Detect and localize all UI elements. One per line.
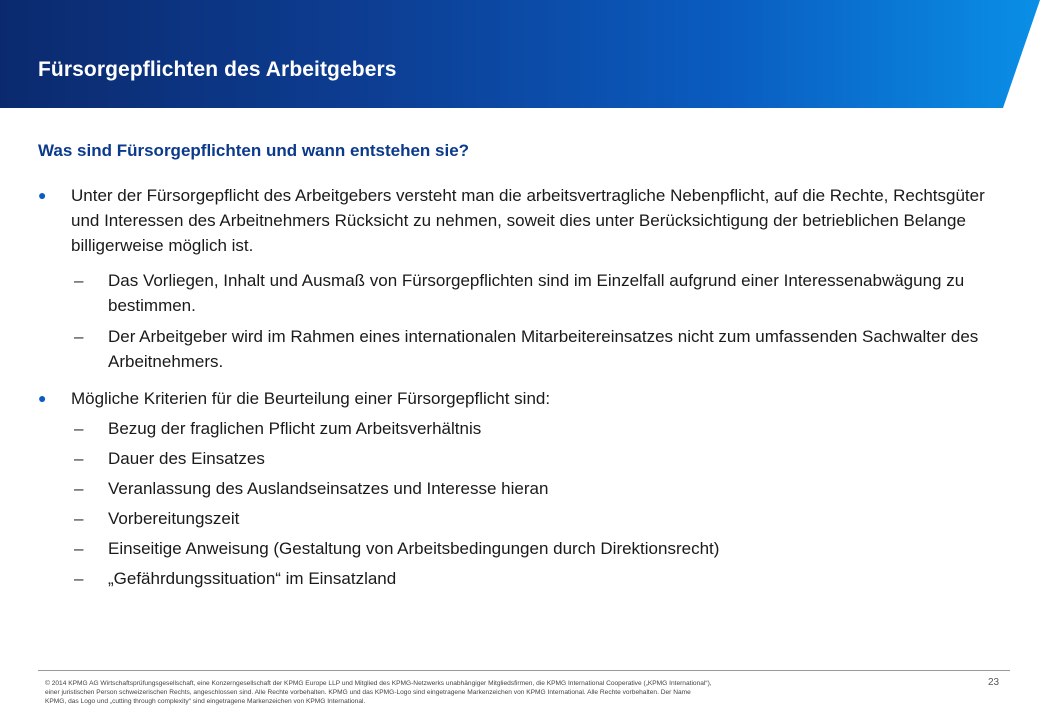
sub-list (38, 268, 988, 374)
sub-item-text: Vorbereitungszeit (108, 509, 240, 528)
footer-line: KPMG, das Logo und „cutting through complexity“ sind eingetragene Markenzeichen von KPMG International. (45, 698, 366, 705)
sub-list (38, 416, 988, 591)
page-title: Fürsorgepflichten des Arbeitgebers (38, 58, 397, 81)
footer-line: © 2014 KPMG AG Wirtschaftsprüfungsgesellschaft, eine Konzerngesellschaft der KPMG Europe LLP und Mitglied des KPMG-Netzwerks unabhängiger Mitgliedsfirmen, die KPMG International Cooperative („KPMG International“), (45, 680, 712, 687)
bullet-item (38, 183, 988, 258)
sub-item (38, 446, 988, 471)
page-number: 23 (988, 677, 1000, 688)
bullet-text: Mögliche Kriterien für die Beurteilung einer Fürsorgepflicht sind: (71, 389, 551, 408)
footer-line: einer juristischen Person schweizerischen Rechts, angeschlossen sind. Alle Rechte vorbehalten. KPMG und das KPMG-Logo sind eingetragene Markenzeichen von KPMG International. Alle Rechte vorbehalten. Der Name (45, 689, 691, 696)
header-band (0, 0, 1040, 108)
dash-icon: – (74, 569, 84, 588)
dash-icon: – (74, 509, 84, 528)
footer-copyright (45, 679, 905, 706)
sub-item-text: Bezug der fraglichen Pflicht zum Arbeitsverhältnis (108, 419, 482, 438)
dash-icon: – (74, 271, 84, 290)
bullet-text: Unter der Fürsorgepflicht des Arbeitgebers versteht man die arbeitsvertragliche Nebenpflicht, auf die Rechte, Rechtsgüter und Interessen des Arbeitnehmers Rücksicht zu nehmen, soweit dies unter Berücksichtigung der betrieblichen Belange billigerweise möglich ist. (71, 186, 985, 255)
section-heading: Was sind Fürsorgepflichten und wann entstehen sie? (38, 141, 470, 160)
sub-item (38, 416, 988, 441)
sub-item-text: Veranlassung des Auslandseinsatzes und Interesse hieran (108, 479, 549, 498)
dash-icon: – (74, 539, 84, 558)
sub-item (38, 506, 988, 531)
sub-item (38, 268, 988, 318)
dash-icon: – (74, 449, 84, 468)
sub-item (38, 324, 988, 374)
sub-item (38, 536, 988, 561)
sub-item-text: Das Vorliegen, Inhalt und Ausmaß von Fürsorgepflichten sind im Einzelfall aufgrund einer Interessenabwägung zu bestimmen. (108, 271, 965, 315)
sub-item-text: Der Arbeitgeber wird im Rahmen eines internationalen Mitarbeitereinsatzes nicht zum umfassenden Sachwalter des Arbeitnehmers. (108, 327, 979, 371)
sub-item-text: Einseitige Anweisung (Gestaltung von Arbeitsbedingungen durch Direktionsrecht) (108, 539, 720, 558)
bullet-dot-icon: ● (38, 390, 47, 406)
content-body (38, 183, 988, 591)
sub-item-text: Dauer des Einsatzes (108, 449, 265, 468)
bullet-dot-icon: ● (38, 187, 47, 203)
dash-icon: – (74, 327, 84, 346)
dash-icon: – (74, 419, 84, 438)
dash-icon: – (74, 479, 84, 498)
bullet-item (38, 386, 988, 411)
footer-divider (38, 670, 1010, 671)
sub-item-text: „Gefährdungssituation“ im Einsatzland (108, 569, 397, 588)
sub-item (38, 566, 988, 591)
sub-item (38, 476, 988, 501)
